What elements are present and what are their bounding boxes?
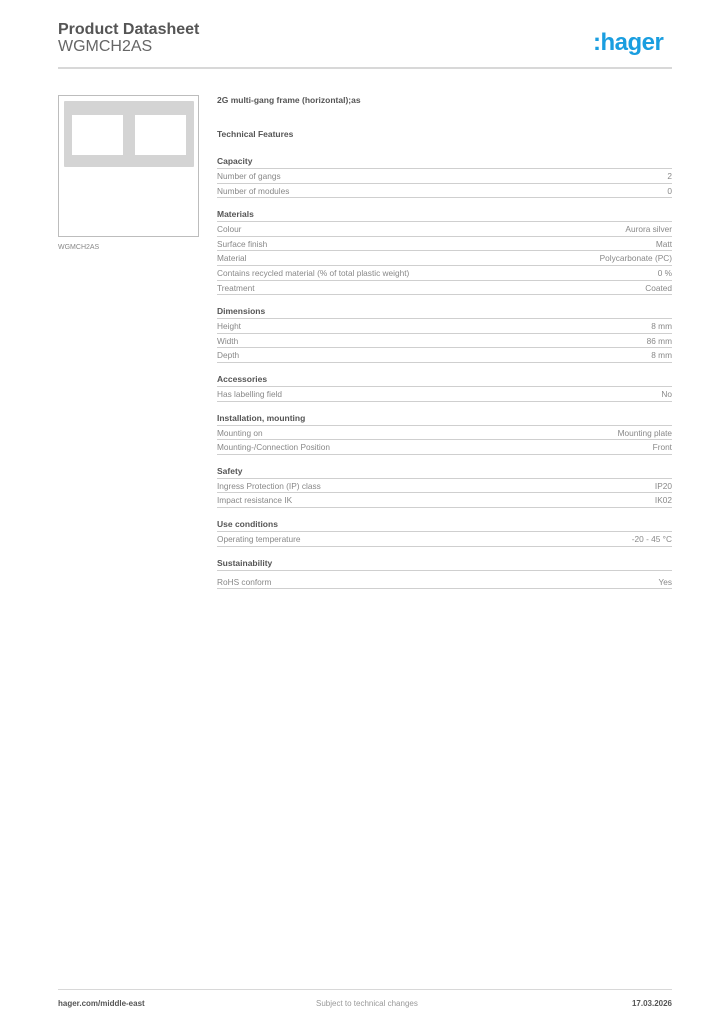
spec-row [217, 387, 672, 402]
spec-row [217, 334, 672, 349]
spec-value: 8 mm [651, 321, 672, 332]
footer-notice: Subject to technical changes [316, 999, 418, 1008]
header-divider [58, 67, 672, 69]
spec-label: Material [217, 253, 247, 264]
spec-label: Depth [217, 350, 240, 361]
spec-row [217, 222, 672, 237]
spec-row [217, 493, 672, 508]
spec-row [217, 532, 672, 547]
spec-section [217, 518, 672, 547]
spec-label: Number of gangs [217, 171, 281, 181]
spec-value: 86 mm [646, 335, 672, 346]
spec-label: Operating temperature [217, 533, 301, 544]
spec-row [217, 440, 672, 455]
spec-label: Impact resistance IK [217, 495, 293, 506]
spec-label: Ingress Protection (IP) class [217, 480, 321, 491]
spec-value: Mounting plate [617, 427, 672, 438]
section-heading: Use conditions [217, 518, 672, 532]
spec-row [217, 281, 672, 296]
header-title: Product Datasheet [58, 21, 200, 38]
spec-value: Polycarbonate (PC) [599, 253, 672, 264]
section-heading: Materials [217, 208, 672, 222]
spec-row [217, 575, 672, 590]
hager-logo: :hager [593, 29, 664, 56]
section-heading: Accessories [217, 373, 672, 387]
frame-graphic [64, 101, 194, 167]
spec-label: Surface finish [217, 238, 268, 249]
spec-label: Has labelling field [217, 388, 283, 399]
spec-value: 2 [667, 171, 672, 181]
spec-label: Treatment [217, 282, 255, 293]
spec-row [217, 479, 672, 494]
spec-row [217, 319, 672, 334]
spec-row [217, 266, 672, 281]
spec-row [217, 169, 672, 184]
spec-label: Number of modules [217, 185, 290, 196]
section-heading: Dimensions [217, 305, 672, 319]
spec-value: Aurora silver [625, 224, 672, 235]
spec-label: Height [217, 321, 241, 332]
spec-row [217, 237, 672, 252]
spec-value: Matt [655, 238, 672, 249]
spec-section [217, 305, 672, 363]
spec-value: IK02 [654, 495, 672, 506]
spec-label: Mounting on [217, 427, 263, 438]
spec-label: Contains recycled material (% of total plastic weight) [217, 267, 410, 278]
spec-value: 8 mm [651, 350, 672, 361]
product-image [58, 95, 199, 237]
image-caption: WGMCH2AS [58, 244, 100, 251]
spec-section [217, 557, 672, 590]
spec-section [217, 412, 672, 455]
spec-label: Mounting-/Connection Position [217, 442, 330, 453]
frame-opening-left [72, 115, 123, 155]
spec-value: Front [652, 442, 672, 453]
spec-row [217, 426, 672, 441]
spec-section [217, 208, 672, 295]
spec-value: Coated [645, 282, 672, 293]
spec-value: No [661, 388, 672, 399]
spec-sections [217, 155, 672, 589]
features-heading: Technical Features [217, 129, 294, 139]
spec-section [217, 465, 672, 508]
spec-value: 0 % [657, 267, 672, 278]
spec-section [217, 155, 672, 198]
product-code: WGMCH2AS [58, 38, 153, 55]
spec-row [217, 251, 672, 266]
spec-value: -20 - 45 °C [631, 533, 672, 544]
section-heading: Sustainability [217, 557, 672, 571]
section-heading: Capacity [217, 155, 672, 169]
spec-label: RoHS conform [217, 576, 272, 587]
spec-content [217, 95, 672, 589]
footer-date: 17.03.2026 [631, 999, 672, 1008]
footer-divider [58, 989, 672, 990]
spec-section [217, 373, 672, 402]
spec-label: Colour [217, 224, 242, 235]
spec-row [217, 184, 672, 199]
spec-label: Width [217, 335, 239, 346]
spec-value: Yes [658, 576, 672, 587]
frame-opening-right [135, 115, 186, 155]
footer-website[interactable]: hager.com/middle-east [58, 999, 145, 1008]
spec-row [217, 348, 672, 363]
section-heading: Safety [217, 465, 672, 479]
spec-value: 0 [667, 185, 672, 196]
product-description: 2G multi-gang frame (horizontal);as [217, 95, 361, 105]
spec-value: IP20 [654, 480, 672, 491]
section-heading: Installation, mounting [217, 412, 672, 426]
